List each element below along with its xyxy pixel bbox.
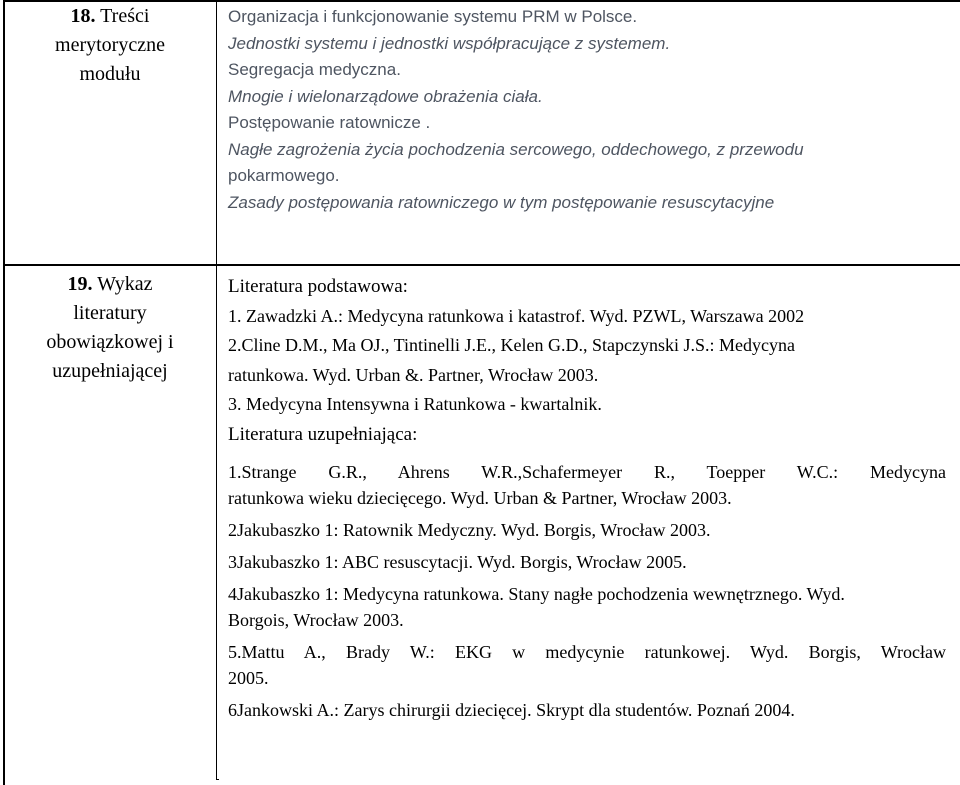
row-19-label [6,270,214,386]
supplementary-item-line: Borgois, Wrocław 2003. [228,610,404,630]
supplementary-item-line: 4Jakubaszko 1: Medycyna ratunkowa. Stany nagłe pochodzenia wewnętrznego. Wyd. [228,584,845,604]
supplementary-item-4 [228,581,946,633]
supplementary-item-2 [228,517,946,543]
basic-literature-item: 2.Cline D.M., Ma OJ., Tintinelli J.E., Kelen G.D., Stapczynski J.S.: Medycyna [228,335,795,355]
supplementary-item-line: 3Jakubaszko 1: ABC resuscytacji. Wyd. Borgis, Wrocław 2005. [228,552,687,572]
basic-literature-item: 3. Medycyna Intensywna i Ratunkowa - kwartalnik. [228,394,602,414]
basic-literature-heading: Literatura podstawowa: [228,276,408,297]
row-19-label-line-4: uzupełniającej [52,360,168,382]
row-18-label-line-2: merytoryczne [55,34,165,56]
row-18-label-line-3: modułu [79,63,141,85]
supplementary-item-line: 2005. [228,668,269,688]
content-item: Organizacja i funkcjonowanie systemu PRM w Polsce. [228,7,638,26]
row-18-label-line-1: Treści [100,5,150,27]
row-19-label-line-3: obowiązkowej i [46,331,174,353]
basic-literature-item: ratunkowa. Wyd. Urban &. Partner, Wrocław 2003. [228,364,599,385]
table-left-border [3,0,5,785]
row-19-label-line-2: literatury [73,302,147,324]
supplementary-item-3 [228,549,946,575]
supplementary-item-line: 1.Strange G.R., Ahrens W.R.,Schafermeyer R., Toepper W.C.: Medycyna [228,462,946,482]
row-19-content [228,272,946,729]
row-18-label [6,2,214,89]
column-divider-bottom [216,779,219,780]
row-19-label-line-1: Wykaz [97,273,153,295]
content-item: Nagłe zagrożenia życia pochodzenia sercowego, oddechowego, z przewodu [228,139,804,159]
content-item: Segregacja medyczna. [228,60,401,79]
basic-literature-item: 1. Zawadzki A.: Medycyna ratunkowa i katastrof. Wyd. PZWL, Warszawa 2002 [228,305,805,326]
content-item: Zasady postępowania ratowniczego w tym postępowanie resuscytacyjne [228,192,775,212]
supplementary-item-5 [228,639,946,691]
supplementary-item-line: ratunkowa wieku dziecięcego. Wyd. Urban & Partner, Wrocław 2003. [228,488,732,508]
supplementary-literature-heading: Literatura uzupełniająca: [228,423,418,445]
supplementary-item-line: 5.Mattu A., Brady W.: EKG w medycynie ratunkowej. Wyd. Borgis, Wrocław [228,642,946,662]
supplementary-item-line: 2Jakubaszko 1: Ratownik Medyczny. Wyd. Borgis, Wrocław 2003. [228,520,711,540]
supplementary-item-6 [228,697,946,723]
supplementary-item-1 [228,459,946,511]
content-item: Jednostki systemu i jednostki współpracujące z systemem. [228,33,671,53]
content-item: Postępowanie ratownicze . [228,113,431,132]
supplementary-item-line: 6Jankowski A.: Zarys chirurgii dziecięcej. Skrypt dla studentów. Poznań 2004. [228,700,795,720]
column-divider [216,0,217,780]
content-item: pokarmowego. [228,166,340,185]
row-divider [3,264,960,266]
row-18-content [228,4,946,216]
row-18-number: 18. [70,5,96,27]
content-item: Mnogie i wielonarządowe obrażenia ciała. [228,86,543,106]
row-19-number: 19. [67,273,93,295]
